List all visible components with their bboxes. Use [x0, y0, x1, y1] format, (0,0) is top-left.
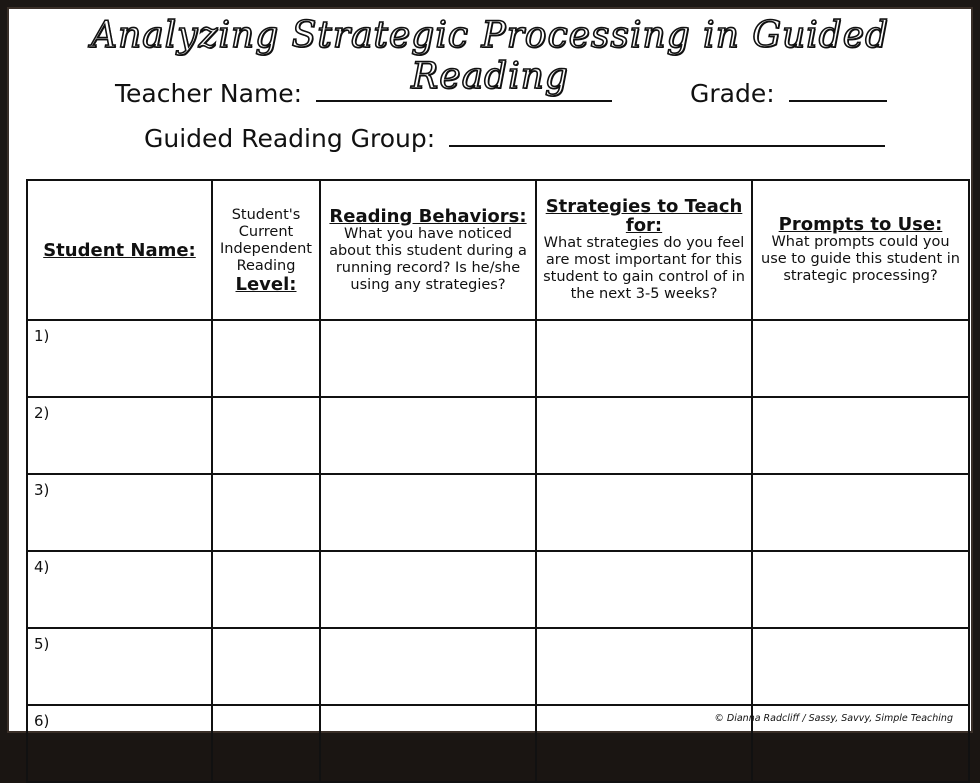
- header-reading-behaviors: Reading Behaviors: What you have noticed about this student during a running record? Is he/she using any strategies?: [320, 180, 536, 320]
- grade-field: [690, 79, 887, 108]
- grade-blank: [789, 82, 887, 102]
- teacher-name-label: Teacher Name:: [115, 79, 303, 108]
- prompts-cell[interactable]: [752, 551, 969, 628]
- strategies-cell[interactable]: [536, 397, 752, 474]
- teacher-name-field: [115, 79, 612, 108]
- level-cell[interactable]: [212, 551, 320, 628]
- copyright-credit: © Dianna Radcliff / Sassy, Savvy, Simple Teaching: [714, 713, 953, 724]
- prompts-cell[interactable]: [752, 320, 969, 397]
- behaviors-cell[interactable]: [320, 705, 536, 782]
- behaviors-cell[interactable]: [320, 551, 536, 628]
- strategies-cell[interactable]: [536, 628, 752, 705]
- behaviors-cell[interactable]: [320, 474, 536, 551]
- prompts-cell[interactable]: [752, 628, 969, 705]
- row-number: 6): [27, 705, 212, 782]
- level-cell[interactable]: [212, 628, 320, 705]
- group-blank: [449, 127, 885, 147]
- behaviors-cell[interactable]: [320, 628, 536, 705]
- group-field: [144, 124, 885, 153]
- row-number: 1): [27, 320, 212, 397]
- prompts-cell[interactable]: [752, 397, 969, 474]
- page-title: Analyzing Strategic Processing in Guided Reading: [90, 15, 890, 97]
- header-reading-level: Student's Current Independent Reading Level:: [212, 180, 320, 320]
- grade-label: Grade:: [690, 79, 775, 108]
- header-strategies: Strategies to Teach for: What strategies do you feel are most important for this student to gain control of in the next 3-5 weeks?: [536, 180, 752, 320]
- level-cell[interactable]: [212, 320, 320, 397]
- table-row: [27, 474, 969, 551]
- header-prompts: Prompts to Use: What prompts could you use to guide this student in strategic processing?: [752, 180, 969, 320]
- behaviors-cell[interactable]: [320, 397, 536, 474]
- row-number: 4): [27, 551, 212, 628]
- header-row: [27, 180, 969, 320]
- header-student-name: Student Name:: [27, 180, 212, 320]
- table-row: [27, 320, 969, 397]
- level-cell[interactable]: [212, 397, 320, 474]
- table-row: [27, 628, 969, 705]
- table-row: [27, 551, 969, 628]
- group-label: Guided Reading Group:: [144, 124, 436, 153]
- strategies-cell[interactable]: [536, 474, 752, 551]
- teacher-name-blank: [316, 82, 612, 102]
- level-cell[interactable]: [212, 474, 320, 551]
- level-cell[interactable]: [212, 705, 320, 782]
- row-number: 3): [27, 474, 212, 551]
- strategies-cell[interactable]: [536, 320, 752, 397]
- processing-table: [26, 179, 970, 783]
- behaviors-cell[interactable]: [320, 320, 536, 397]
- strategies-cell[interactable]: [536, 551, 752, 628]
- row-number: 5): [27, 628, 212, 705]
- prompts-cell[interactable]: [752, 474, 969, 551]
- row-number: 2): [27, 397, 212, 474]
- table-row: [27, 397, 969, 474]
